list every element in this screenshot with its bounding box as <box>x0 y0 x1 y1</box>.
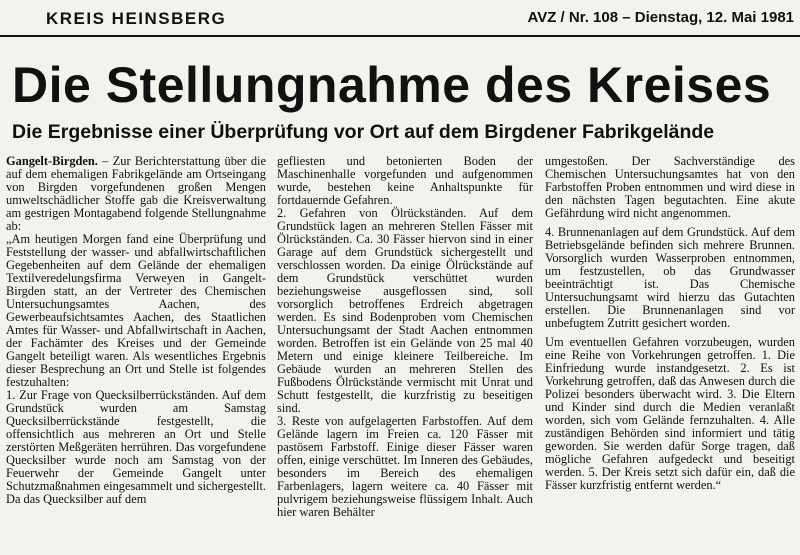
article-column-3 <box>545 155 795 553</box>
paragraph: Um eventuellen Gefahren vorzubeugen, wurden eine Reihe von Vorkehrungen getroffen. 1. Die Einfriedung wurde instandgesetzt. 2. Es ist Vorkehrung getroffen, daß das Anwesen durch die Polizei besonders überwacht wird. 3. Die Eltern und Kinder sind durch die Medien veranlaßt worden, sich vom Gelände fernzuhalten. 4. Alle zuständigen Behörden sind informiert und tätig geworden. Sie werden dafür Sorge tragen, daß mögliche Gefahren aufgedeckt und beseitigt werden. 5. Der Kreis setzt sich dafür ein, daß die Fässer kurzfristig entfernt werden.“ <box>545 335 795 492</box>
article-headline: Die Stellungnahme des Kreises <box>12 57 772 113</box>
dateline: Gangelt-Birgden. <box>6 155 98 168</box>
article-column-2 <box>277 155 533 553</box>
page-header <box>0 0 800 40</box>
paragraph <box>6 155 266 233</box>
article-column-1 <box>6 155 266 553</box>
paragraph: „Am heutigen Morgen fand eine Überprüfung und Feststellung der wasser- und abfallwirtschaftlichen Gegebenheiten auf dem Gelände der ehemaligen Textilveredelungsfirma Verweyen in Gangelt-Birgden statt, an der Vertreter des Chemischen Untersuchungsamtes Aachen, des Gewerbeaufsichtsamtes Aachen, des Staatlichen Amtes für Wasser- und Abfallwirtschaft in Aachen, der Fachämter des Kreises und der Gemeinde Gangelt beteiligt waren. Als wesentliches Ergebnis dieser Besprechung an Ort und Stelle ist folgendes festzuhalten: <box>6 232 266 389</box>
article-subheadline: Die Ergebnisse einer Überprüfung vor Ort auf dem Birgdener Fabrikgelände <box>12 121 715 143</box>
header-rule <box>0 35 800 37</box>
paragraph-text: – Zur Berichterstattung über die auf dem ehemaligen Fabrikgelände am Ortseingang von Birgden vorgefundenen großen Mengen umweltschädlicher Stoffe gab die Kreisverwaltung am gestrigen Montagabend folgende Stellungnahme ab: <box>6 155 266 233</box>
paragraph: gefliesten und betonierten Boden der Maschinenhalle vorgefunden und aufgenommen wurde, bestehen keine Anhaltspunkte für fortdauernde Gefahren. <box>277 155 533 207</box>
paragraph: 4. Brunnenanlagen auf dem Grundstück. Auf dem Betriebsgelände befinden sich mehrere Brunnen. Vorsorglich wurden Wasserproben entnommen, um festzustellen, ob das Grundwasser beeinträchtigt ist. Das Chemische Untersuchungsamt wird hierzu das Gutachten erstellen. Die Brunnenanlagen sind vor unbefugtem Zutritt gesichert worden. <box>545 225 795 330</box>
paragraph: umgestoßen. Der Sachverständige des Chemischen Untersuchungsamtes hat von den Farbstoffen Proben entnommen und wird diese in den nächsten Tagen begutachten. Eine akute Gefährdung wird nicht angenommen. <box>545 155 795 220</box>
paragraph: 1. Zur Frage von Quecksilberrückständen. Auf dem Grundstück wurden am Samstag Quecksilberrückstände festgestellt, die offensichtlich aus mehreren an Ort und Stelle zerstörten Meßgeräten herrühren. Das vorgefundene Quecksilber wurde noch am Samstag von der Feuerwehr der Gemeinde Gangelt unter Schutzmaßnahmen eingesammelt und sichergestellt. Da das Quecksilber auf dem <box>6 388 266 506</box>
paragraph: 3. Reste von aufgelagerten Farbstoffen. Auf dem Gelände lagern im Freien ca. 120 Fässer mit pastösem Farbstoff. Einige dieser Fässer waren offen, einige verschüttet. Im Inneren des Gebäudes, besonders im Bereich des ehemaligen Farbenlagers, lagern weitere ca. 40 Fässer mit pulvrigem beziehungsweise flüssigem Inhalt. Auch hier waren Behälter <box>277 414 533 519</box>
issue-line: AVZ / Nr. 108 – Dienstag, 12. Mai 1981 <box>527 9 794 26</box>
section-title: KREIS HEINSBERG <box>46 9 227 28</box>
paragraph: 2. Gefahren von Ölrückständen. Auf dem Grundstück lagen an mehreren Stellen Fässer mit Ölrückständen. Ca. 30 Fässer hiervon sind in einer Garage auf dem Grundstück sichergestellt und verschlossen worden. Da einige Ölrückstände auf dem Grundstück verschüttet wurden beziehungsweise ausgeflossen sind, soll vorsorglich betroffenes Erdreich abgetragen werden. Es sind Bodenproben vom Chemischen Untersuchungsamt der Stadt Aachen entnommen worden. Betroffen ist ein Gelände von 25 mal 40 Metern und einige kleinere Teilbereiche. Im Gebäude wurden an mehreren Stellen des Fußbodens Ölrückstände vermischt mit Unrat und Schutt festgestellt, die kurzfristig zu beseitigen sind. <box>277 206 533 415</box>
